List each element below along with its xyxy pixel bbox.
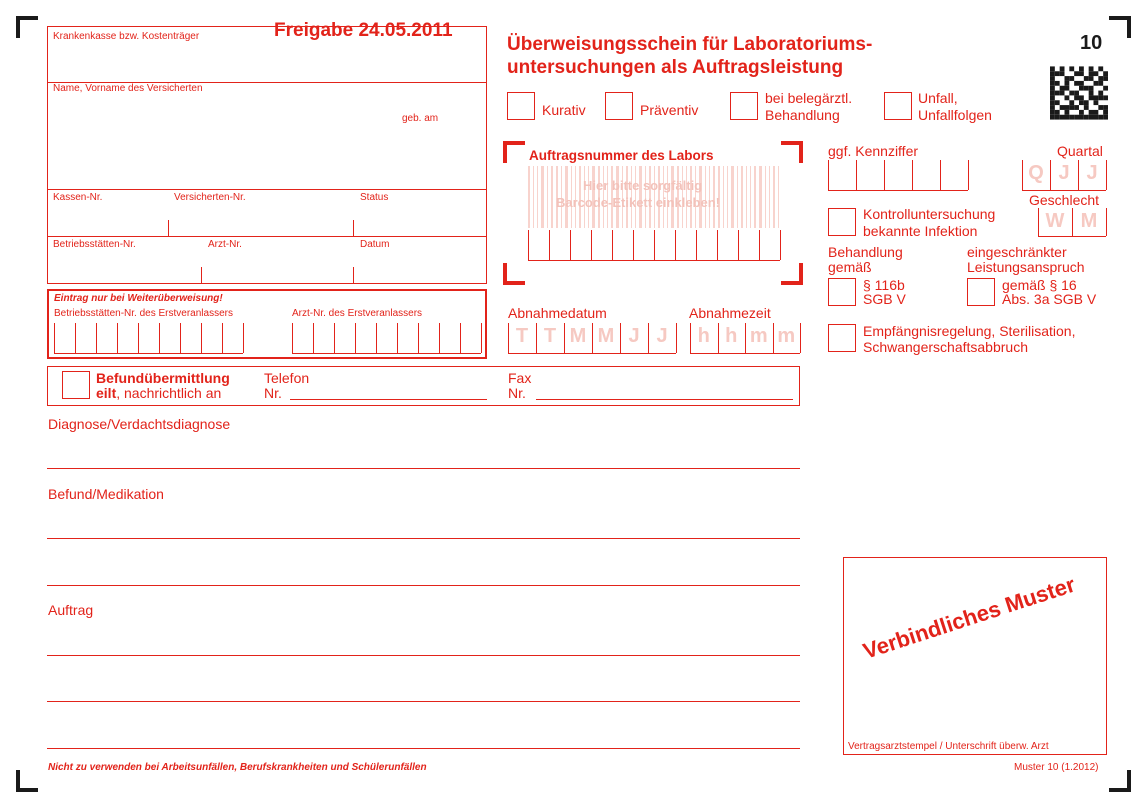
datamatrix-module [1098, 81, 1103, 86]
datamatrix-module [1060, 91, 1065, 96]
empfaengnis-checkbox[interactable] [828, 324, 856, 352]
labor-cell-tick [633, 230, 634, 260]
referral-bsnr-cell-tick [243, 323, 244, 353]
labor-cell-tick [717, 230, 718, 260]
belegaerztl-label-1: bei belegärztl. [765, 90, 853, 106]
kontroll-checkbox[interactable] [828, 208, 856, 236]
datamatrix-module [1060, 71, 1065, 76]
datamatrix-module [1079, 110, 1084, 115]
eingeschraenkt-label-1: eingeschränkter [967, 244, 1067, 260]
par16-label-1: gemäß § 16 [1002, 277, 1077, 293]
datamatrix-module [1103, 110, 1108, 115]
arzt-nr-label: Arzt-Nr. [208, 239, 242, 250]
datamatrix-module [1065, 81, 1070, 86]
referral-arzt-cell-tick [397, 323, 398, 353]
datamatrix-module [1055, 110, 1060, 115]
datamatrix-module [1103, 86, 1108, 91]
auftrag-label: Auftrag [48, 602, 94, 618]
datamatrix-module [1065, 76, 1070, 81]
labor-cell-tick [738, 230, 739, 260]
abnahmezeit-cell-char: h [725, 325, 738, 347]
datamatrix-module [1098, 66, 1103, 71]
stamp-watermark: Verbindliches Muster [860, 571, 1079, 664]
kurativ-label: Kurativ [542, 102, 586, 118]
barcode-stripe [746, 166, 747, 228]
barcode-stripe [547, 166, 548, 228]
barcode-stripe [778, 166, 779, 228]
labor-title: Auftragsnummer des Labors [529, 148, 714, 163]
datamatrix-module [1050, 86, 1055, 91]
datamatrix-module [1050, 100, 1055, 105]
telefon-nr-label: Nr. [264, 385, 282, 401]
kennziffer-cell-baseline [828, 190, 968, 191]
befund-line-1[interactable] [47, 538, 800, 539]
referral-bsnr-cell-tick [117, 323, 118, 353]
kennziffer-cell-tick [856, 160, 857, 190]
barcode-stripe [541, 166, 544, 228]
datamatrix-module [1084, 115, 1089, 120]
geschlecht-cell-char: W [1045, 210, 1065, 232]
barcode-stripe [533, 166, 534, 228]
datamatrix-code [1050, 66, 1108, 120]
datamatrix-module [1050, 76, 1055, 81]
fax-nr-label: Nr. [508, 385, 526, 401]
unfall-label-2: Unfallfolgen [918, 107, 992, 123]
datamatrix-module [1079, 71, 1084, 76]
referral-arzt-cell-tick [376, 323, 377, 353]
name-label: Name, Vorname des Versicherten [53, 83, 203, 94]
datamatrix-module [1060, 115, 1065, 120]
datamatrix-module [1098, 115, 1103, 120]
geschlecht-cell-tick [1106, 208, 1107, 236]
versicherten-nr-label: Versicherten-Nr. [174, 192, 246, 203]
referral-arzt-cell-tick [418, 323, 419, 353]
labor-cell-tick [528, 230, 529, 260]
datamatrix-module [1098, 76, 1103, 81]
datamatrix-module [1094, 115, 1099, 120]
barcode-stripe [759, 166, 762, 228]
barcode-stripe [528, 166, 530, 228]
datamatrix-module [1084, 76, 1089, 81]
labor-hint-1: Hier bitte sorgfältig [583, 178, 703, 193]
quartal-cell-char: Q [1028, 162, 1044, 184]
datamatrix-module [1069, 100, 1074, 105]
kurativ-checkbox[interactable] [507, 92, 535, 120]
abnahmezeit-cell-tick [800, 323, 801, 353]
datamatrix-module [1079, 115, 1084, 120]
datamatrix-module [1055, 115, 1060, 120]
belegaerztl-checkbox[interactable] [730, 92, 758, 120]
unfall-checkbox[interactable] [884, 92, 912, 120]
labor-cell-tick [549, 230, 550, 260]
datamatrix-module [1084, 100, 1089, 105]
auftrag-line-1[interactable] [47, 655, 800, 656]
behandlung-label-2: gemäß [828, 259, 872, 275]
referral-bsnr-cell-tick [180, 323, 181, 353]
datamatrix-module [1089, 95, 1094, 100]
datamatrix-module [1098, 91, 1103, 96]
labor-cell-tick [675, 230, 676, 260]
datamatrix-module [1074, 105, 1079, 110]
diagnose-label: Diagnose/Verdachtsdiagnose [48, 416, 231, 432]
auftrag-line-3[interactable] [47, 748, 800, 749]
abnahmedatum-cell-char: T [515, 325, 529, 347]
release-stamp: Freigabe 24.05.2011 [274, 20, 453, 41]
form-title-line1: Überweisungsschein für Laboratoriums- [507, 34, 873, 55]
auftrag-line-2[interactable] [47, 701, 800, 702]
telefon-input[interactable] [290, 399, 487, 400]
barcode-stripe [765, 166, 766, 228]
datamatrix-module [1103, 95, 1108, 100]
befund-line-2[interactable] [47, 585, 800, 586]
referral-bsnr-cell-tick [96, 323, 97, 353]
datamatrix-module [1089, 76, 1094, 81]
datamatrix-module [1074, 115, 1079, 120]
datamatrix-module [1074, 81, 1079, 86]
datamatrix-module [1060, 86, 1065, 91]
datamatrix-module [1050, 105, 1055, 110]
unfall-label-1: Unfall, [918, 90, 958, 106]
kennziffer-cell-tick [912, 160, 913, 190]
datamatrix-module [1065, 95, 1070, 100]
labor-cell-tick [759, 230, 760, 260]
datamatrix-module [1079, 66, 1084, 71]
par116b-checkbox[interactable] [828, 278, 856, 306]
par116b-label-1: § 116b [863, 277, 905, 293]
barcode-stripe [754, 166, 756, 228]
abnahmedatum-label: Abnahmedatum [508, 305, 607, 321]
kennziffer-cell-tick [940, 160, 941, 190]
datamatrix-module [1065, 86, 1070, 91]
datamatrix-module [1089, 110, 1094, 115]
referral-arzt-label: Arzt-Nr. des Erstveranlassers [292, 308, 423, 319]
quartal-cell-baseline [1022, 190, 1106, 191]
kennziffer-cell-tick [884, 160, 885, 190]
datamatrix-module [1079, 100, 1084, 105]
befund-medikation-label: Befund/Medikation [48, 486, 164, 502]
referral-arzt-cell-tick [460, 323, 461, 353]
befund-title-2: eilt, nachrichtlich an [96, 385, 222, 401]
labor-cell-tick [780, 230, 781, 260]
status-label: Status [360, 192, 389, 203]
labor-cell-tick [696, 230, 697, 260]
barcode-stripe [727, 166, 728, 228]
barcode-stripe [723, 166, 724, 228]
abnahmezeit-cell-char: m [749, 325, 768, 347]
quartal-cell-char: J [1058, 162, 1070, 184]
form-number: 10 [1080, 32, 1103, 54]
footer-form-version: Muster 10 (1.2012) [1014, 762, 1099, 773]
datamatrix-module [1050, 91, 1055, 96]
datamatrix-module [1050, 110, 1055, 115]
barcode-stripe [551, 166, 553, 228]
abnahmedatum-cell-char: T [543, 325, 557, 347]
datamatrix-module [1079, 95, 1084, 100]
referral-bsnr-cell-baseline [54, 353, 243, 354]
referral-arzt-cell-tick [334, 323, 335, 353]
datamatrix-module [1060, 105, 1065, 110]
datamatrix-module [1069, 91, 1074, 96]
barcode-stripe [537, 166, 538, 228]
referral-arzt-cell-tick [313, 323, 314, 353]
barcode-stripe [769, 166, 770, 228]
abnahmedatum-cell-baseline [508, 353, 676, 354]
crop-mark-top-right-v [1127, 16, 1131, 38]
par116b-label-2: SGB V [863, 291, 906, 307]
datamatrix-module [1103, 71, 1108, 76]
quartal-cell-tick [1106, 160, 1107, 190]
datamatrix-module [1055, 100, 1060, 105]
abnahmedatum-cell-tick [676, 323, 677, 353]
abnahmezeit-cell-char: m [777, 325, 796, 347]
labor-hint-2: Barcode-Etikett einkleben! [556, 195, 720, 210]
referral-bsnr-cell-tick [222, 323, 223, 353]
fax-input[interactable] [536, 399, 793, 400]
kennziffer-cell-tick [828, 160, 829, 190]
crop-mark-bottom-right-v [1127, 770, 1131, 792]
praeventiv-checkbox[interactable] [605, 92, 633, 120]
telefon-label: Telefon [264, 370, 310, 386]
datum-label: Datum [360, 239, 390, 250]
abnahmezeit-cell-char: h [697, 325, 710, 347]
datamatrix-module [1089, 91, 1094, 96]
datamatrix-module [1094, 110, 1099, 115]
empfaengnis-label-2: Schwangerschaftsabbruch [863, 339, 1028, 355]
datamatrix-module [1103, 115, 1108, 120]
datamatrix-module [1103, 76, 1108, 81]
kassen-nr-label: Kassen-Nr. [53, 192, 103, 203]
datamatrix-module [1050, 115, 1055, 120]
labor-cell-tick [612, 230, 613, 260]
datamatrix-module [1094, 71, 1099, 76]
referral-bsnr-cell-tick [138, 323, 139, 353]
datamatrix-module [1079, 81, 1084, 86]
form-title-line2: untersuchungen als Auftragsleistung [507, 57, 844, 78]
eingeschraenkt-label-2: Leistungsanspruch [967, 259, 1085, 275]
stamp-label: Vertragsarztstempel / Unterschrift überw. Arzt [848, 741, 1049, 752]
befund-eilt-checkbox[interactable] [62, 371, 90, 399]
par16-checkbox[interactable] [967, 278, 995, 306]
datamatrix-module [1074, 95, 1079, 100]
datamatrix-module [1050, 95, 1055, 100]
abnahmedatum-cell-char: J [656, 325, 668, 347]
geschlecht-label: Geschlecht [1029, 192, 1100, 208]
kontroll-label-2: bekannte Infektion [863, 223, 978, 239]
referral-arzt-cell-tick [439, 323, 440, 353]
barcode-stripe [773, 166, 775, 228]
kennziffer-cell-tick [968, 160, 969, 190]
referral-arzt-cell-tick [355, 323, 356, 353]
insurer-label: Krankenkasse bzw. Kostenträger [53, 31, 200, 42]
barcode-stripe [731, 166, 734, 228]
par16-label-2: Abs. 3a SGB V [1002, 291, 1097, 307]
behandlung-label-1: Behandlung [828, 244, 903, 260]
referral-bsnr-cell-tick [159, 323, 160, 353]
kontroll-label-1: Kontrolluntersuchung [863, 206, 996, 222]
datamatrix-module [1050, 71, 1055, 76]
datamatrix-module [1050, 66, 1055, 71]
referral-arzt-cell-baseline [292, 353, 481, 354]
praeventiv-label: Präventiv [640, 102, 699, 118]
datamatrix-module [1069, 115, 1074, 120]
datamatrix-module [1079, 86, 1084, 91]
referral-arzt-cell-tick [292, 323, 293, 353]
referral-bsnr-label: Betriebsstätten-Nr. des Erstveranlassers [54, 308, 233, 319]
datamatrix-module [1094, 95, 1099, 100]
datamatrix-module [1084, 86, 1089, 91]
labor-cell-baseline [528, 260, 780, 261]
datamatrix-module [1094, 100, 1099, 105]
labor-cell-tick [570, 230, 571, 260]
datamatrix-module [1089, 66, 1094, 71]
befund-title-1: Befundübermittlung [96, 370, 230, 386]
quartal-cell-char: J [1086, 162, 1098, 184]
datamatrix-module [1055, 91, 1060, 96]
quartal-label: Quartal [1057, 143, 1103, 159]
barcode-stripe [737, 166, 738, 228]
datamatrix-module [1050, 81, 1055, 86]
datamatrix-module [1065, 110, 1070, 115]
abnahmedatum-cell-char: J [628, 325, 640, 347]
abnahmedatum-cell-char: M [597, 325, 615, 347]
datamatrix-module [1098, 95, 1103, 100]
datamatrix-module [1094, 81, 1099, 86]
referral-title: Eintrag nur bei Weiterüberweisung! [54, 293, 223, 304]
bsnr-label: Betriebsstätten-Nr. [53, 239, 136, 250]
datamatrix-module [1089, 86, 1094, 91]
datamatrix-module [1089, 115, 1094, 120]
barcode-stripe [750, 166, 751, 228]
datamatrix-module [1084, 105, 1089, 110]
referral-arzt-cell-tick [481, 323, 482, 353]
referral-bsnr-cell-tick [201, 323, 202, 353]
datamatrix-module [1074, 91, 1079, 96]
referral-bsnr-cell-tick [54, 323, 55, 353]
abnahmezeit-cell-baseline [690, 353, 800, 354]
footer-disclaimer: Nicht zu verwenden bei Arbeitsunfällen, Berufskrankheiten und Schülerunfällen [48, 762, 427, 773]
birth-label: geb. am [402, 113, 439, 124]
referral-bsnr-cell-tick [75, 323, 76, 353]
crop-mark-bottom-left-v [16, 770, 20, 792]
datamatrix-module [1065, 115, 1070, 120]
datamatrix-module [1069, 66, 1074, 71]
datamatrix-module [1069, 105, 1074, 110]
datamatrix-module [1055, 81, 1060, 86]
datamatrix-module [1060, 66, 1065, 71]
belegaerztl-label-2: Behandlung [765, 107, 840, 123]
datamatrix-module [1065, 105, 1070, 110]
barcode-stripe [741, 166, 743, 228]
crop-mark-top-left-v [16, 16, 20, 38]
abnahmezeit-label: Abnahmezeit [689, 305, 771, 321]
diagnose-line[interactable] [47, 468, 800, 469]
labor-cell-tick [591, 230, 592, 260]
kennziffer-label: ggf. Kennziffer [828, 143, 919, 159]
datamatrix-module [1098, 105, 1103, 110]
empfaengnis-label-1: Empfängnisregelung, Sterilisation, [863, 323, 1076, 339]
geschlecht-cell-char: M [1080, 210, 1098, 232]
datamatrix-module [1069, 76, 1074, 81]
datamatrix-module [1074, 71, 1079, 76]
datamatrix-module [1055, 71, 1060, 76]
labor-cell-tick [654, 230, 655, 260]
fax-label: Fax [508, 370, 532, 386]
geschlecht-cell-baseline [1038, 236, 1106, 237]
datamatrix-module [1089, 71, 1094, 76]
abnahmedatum-cell-char: M [569, 325, 587, 347]
datamatrix-module [1103, 105, 1108, 110]
